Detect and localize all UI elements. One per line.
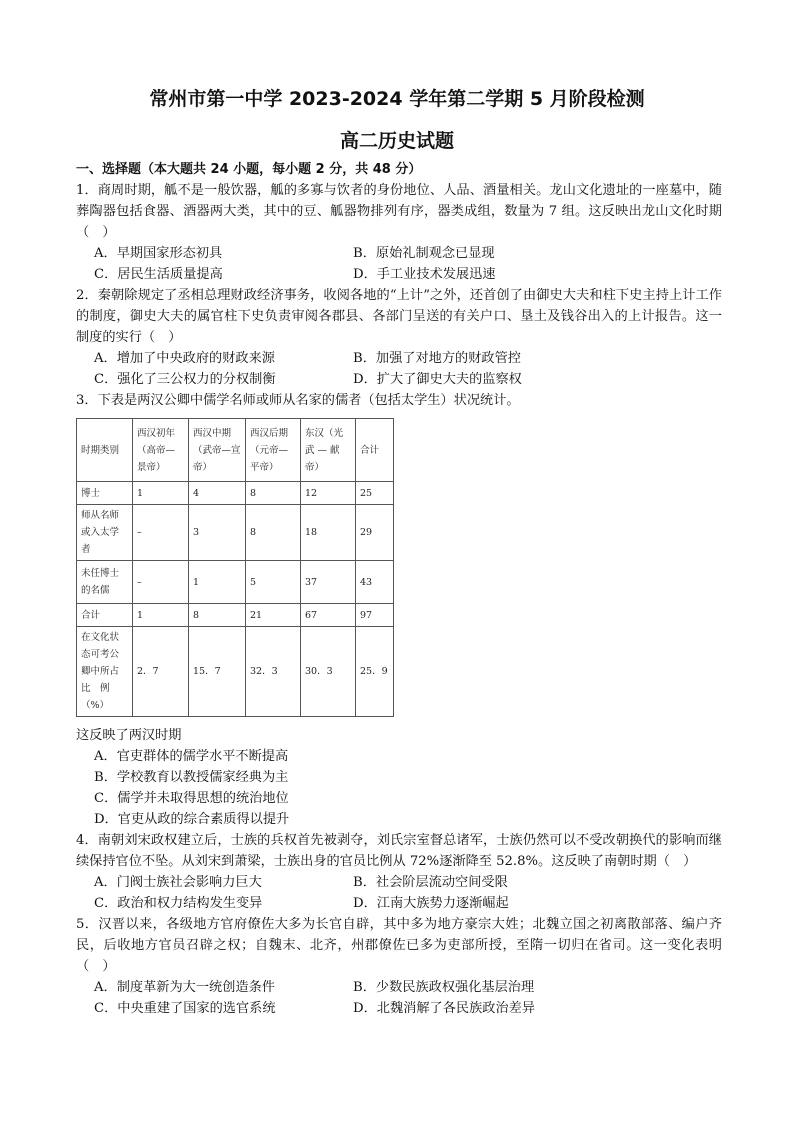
table-cell: 97 [356,604,394,627]
table-header-cell: 西汉初年（高帝—景帝） [133,419,189,482]
table-header-cell: 东汉（光武 — 献帝） [301,419,356,482]
question-3 [76,390,722,830]
table-cell: – [133,505,189,561]
table-cell: 8 [189,604,246,627]
exam-title: 常州市第一中学 2023-2024 学年第二学期 5 月阶段检测 [149,88,645,110]
question-4 [76,830,722,914]
question-options [76,872,722,914]
table-cell: 25．9 [356,627,394,717]
question-options [76,243,722,285]
table-cell: 12 [301,482,356,505]
table-cell: 2．7 [133,627,189,717]
table-cell: 1 [189,561,246,604]
table-cell: 37 [301,561,356,604]
table-cell: 师从名师或入太学者 [77,505,133,561]
question-options [76,977,722,1019]
question-stem: 3．下表是两汉公卿中儒学名师或师从名家的儒者（包括太学生）状况统计。 [76,393,520,408]
table-cell: 15．7 [189,627,246,717]
option-a[interactable]: A．制度革新为大一统创造条件 [94,980,275,995]
section-heading: 一、选择题（本大题共 24 小题，每小题 2 分，共 48 分） [76,162,422,177]
option-d[interactable]: D．江南大族势力逐渐崛起 [353,896,509,911]
question-prompt: 这反映了两汉时期 [76,728,182,743]
table-cell: 3 [189,505,246,561]
option-b[interactable]: B．原始礼制观念已显现 [353,246,495,261]
table-row [77,482,394,505]
option-d[interactable]: D．官吏从政的综合素质得以提升 [94,812,290,827]
table-cell: 5 [246,561,301,604]
table-header-row [77,419,394,482]
table-row [77,561,394,604]
option-a[interactable]: A．早期国家形态初具 [94,246,223,261]
table-cell: 4 [189,482,246,505]
table-header-cell: 合计 [356,419,394,482]
question-stem: 2．秦朝除规定了丞相总理财政经济事务，收阅各地的“上计”之外，还首创了由御史大夫和柱下史主持上计工作的制度，御史大夫的属官柱下史负责审阅各郡县、各部门呈送的有关户口、垦土及钱谷出入的上计报告。这一制度的实行（ ） [76,288,722,345]
table-header-cell: 时期类别 [77,419,133,482]
question-1 [76,180,722,285]
table-cell: 25 [356,482,394,505]
table-cell: 1 [133,604,189,627]
table-header-cell: 西汉中期（武帝—宣帝） [189,419,246,482]
table-cell: 8 [246,505,301,561]
table-header-cell: 西汉后期（元帝—平帝） [246,419,301,482]
question-stem: 1．商周时期，觚不是一般饮器，觚的多寡与饮者的身份地位、人品、酒量相关。龙山文化遗址的一座墓中，随葬陶器包括食器、酒器两大类，其中的豆、觚器物排列有序，器类成组，数量为 7 组。这反映出龙山文化时期（ ） [76,183,722,240]
option-d[interactable]: D．扩大了御史大夫的监察权 [353,372,522,387]
option-c[interactable]: C．中央重建了国家的选官系统 [94,1001,276,1016]
question-options [76,746,722,830]
table-cell: 30．3 [301,627,356,717]
table-cell: 在文化状态可考公卿中所占比 例（%） [77,627,133,717]
option-a[interactable]: A．门阀士族社会影响力巨大 [94,875,262,890]
option-b[interactable]: B．加强了对地方的财政管控 [353,351,521,366]
table-row [77,505,394,561]
option-c[interactable]: C．强化了三公权力的分权制衡 [94,372,276,387]
statistics-table [76,418,394,717]
option-a[interactable]: A．官吏群体的儒学水平不断提高 [94,749,289,764]
option-b[interactable]: B．社会阶层流动空间受限 [353,875,508,890]
question-stem: 5．汉晋以来，各级地方官府僚佐大多为长官自辟，其中多为地方豪宗大姓；北魏立国之初离散部落、编户齐民，后收地方官员召辟之权；自魏末、北齐，州郡僚佐已多为吏部所授，至隋一切归在省司。这一变化表明（ ） [76,917,722,974]
option-b[interactable]: B．学校教育以教授儒家经典为主 [94,770,289,785]
table-cell: 18 [301,505,356,561]
table-cell: 1 [133,482,189,505]
question-2 [76,285,722,390]
table-cell: 8 [246,482,301,505]
exam-content [76,160,722,1019]
option-c[interactable]: C．居民生活质量提高 [94,267,223,282]
option-b[interactable]: B．少数民族政权强化基层治理 [353,980,535,995]
question-options [76,348,722,390]
table-cell: 32．3 [246,627,301,717]
table-cell: 博士 [77,482,133,505]
question-stem: 4．南朝刘宋政权建立后，士族的兵权首先被剥夺，刘氏宗室督总诸军，士族仍然可以不受改朝换代的影响而继续保持官位不坠。从刘宋到萧梁，士族出身的官员比例从 72%逐渐降至 52.8%。这反映了南朝时期（ ） [76,833,722,869]
option-d[interactable]: D．手工业技术发展迅速 [353,267,496,282]
table-cell: 合计 [77,604,133,627]
question-5 [76,914,722,1019]
table-cell: – [133,561,189,604]
table-cell: 21 [246,604,301,627]
table-cell: 未任博士的名儒 [77,561,133,604]
exam-subtitle: 高二历史试题 [339,130,454,152]
table-cell: 29 [356,505,394,561]
option-d[interactable]: D．北魏消解了各民族政治差异 [353,1001,536,1016]
option-c[interactable]: C．政治和权力结构发生变异 [94,896,263,911]
table-row [77,604,394,627]
table-cell: 43 [356,561,394,604]
table-row [77,627,394,717]
option-a[interactable]: A．增加了中央政府的财政来源 [94,351,275,366]
table-cell: 67 [301,604,356,627]
option-c[interactable]: C．儒学并未取得思想的统治地位 [94,791,289,806]
